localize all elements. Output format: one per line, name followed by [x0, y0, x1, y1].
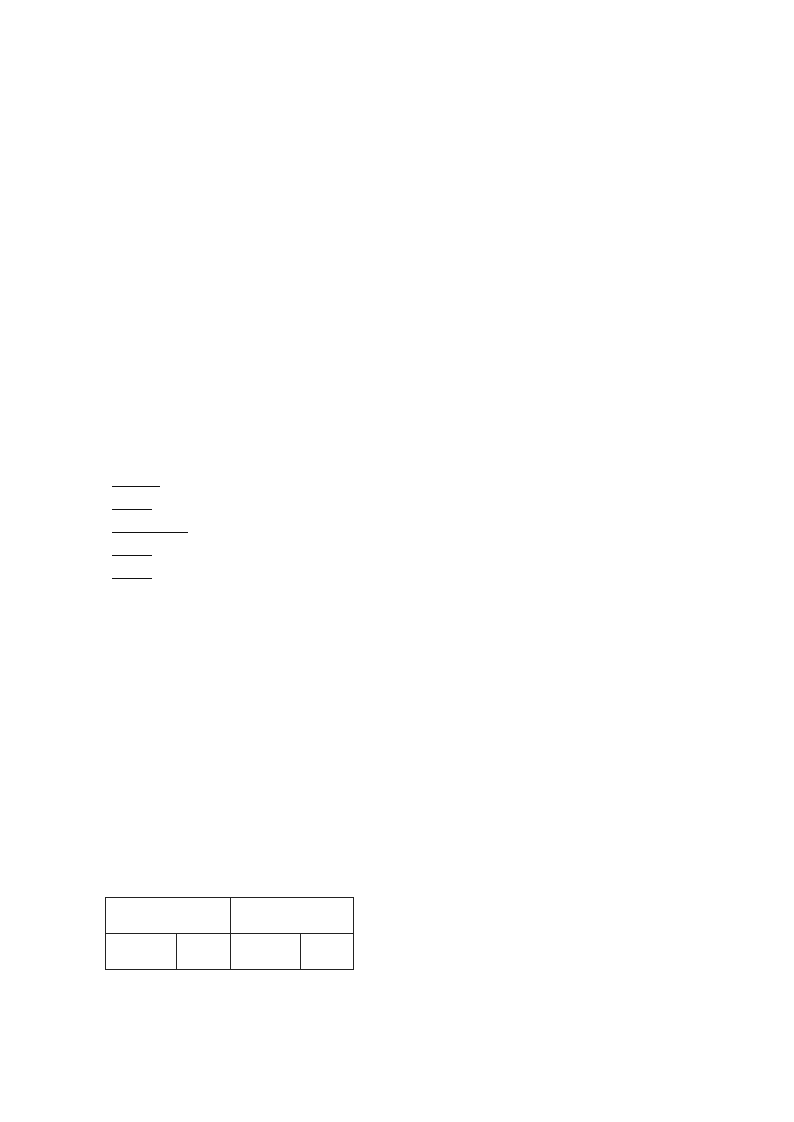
answer-blank[interactable] [112, 543, 152, 556]
answer-blank[interactable] [112, 566, 152, 579]
table-cell-value [176, 934, 230, 970]
table-header-warm [231, 898, 354, 934]
table-row [106, 934, 354, 970]
table-cell-species [106, 934, 177, 970]
bar-charts-figure [0, 664, 794, 824]
q7-part2 [112, 541, 684, 564]
q7-part2 [112, 564, 684, 587]
q7-part1 [112, 472, 684, 495]
answer-blank[interactable] [152, 520, 188, 533]
answer-blank[interactable] [112, 520, 152, 533]
question-7 [112, 472, 684, 587]
q7-part2 [112, 518, 684, 541]
table-header-control [106, 898, 231, 934]
table-cell-value [300, 934, 353, 970]
answer-blank[interactable] [112, 497, 152, 510]
answer-blank[interactable] [112, 474, 160, 487]
table-cell-species [231, 934, 301, 970]
table-row [106, 898, 354, 934]
q7-part1 [112, 495, 684, 518]
importance-value-table [105, 897, 354, 970]
